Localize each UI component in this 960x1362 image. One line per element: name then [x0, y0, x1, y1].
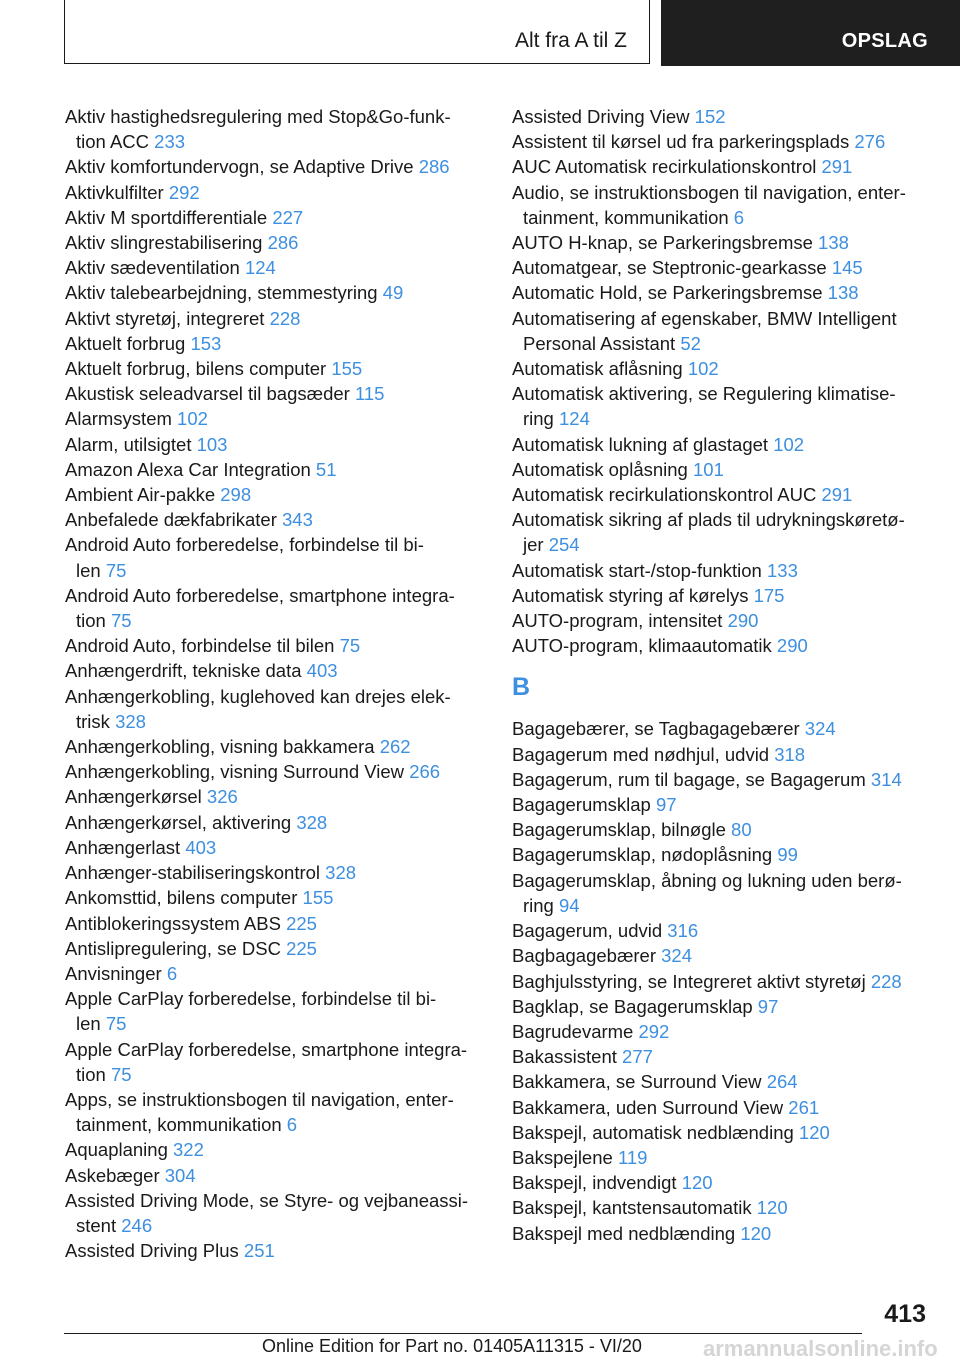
page-link[interactable]: 264 [766, 1071, 798, 1093]
entry-text: Akustisk seleadvarsel til bagsæder [65, 383, 355, 405]
entry-text: len [76, 1013, 106, 1035]
entry-text: Antislipregulering, se DSC [65, 937, 287, 959]
page-link[interactable]: 246 [121, 1214, 153, 1236]
page-link[interactable]: 115 [354, 383, 385, 405]
page-link[interactable]: 328 [115, 710, 146, 732]
index-entry [512, 306, 932, 356]
index-entry [65, 1188, 485, 1238]
entry-text: Anhængerdrift, tekniske data [65, 660, 307, 682]
page-link[interactable]: 152 [694, 106, 726, 127]
entry-text: jer [523, 534, 549, 556]
page-link[interactable]: 225 [286, 937, 317, 959]
entry-text: ring [523, 408, 559, 430]
entry-text: Aktiv komfortundervogn, se Adaptive Drive [65, 156, 419, 178]
page-link[interactable]: 101 [693, 458, 724, 480]
index-entry [512, 1095, 932, 1120]
page-link[interactable]: 51 [315, 458, 337, 480]
entry-text: Bagagerum, rum til bagage, se Bagagerum [512, 768, 871, 790]
entry-text: stent [76, 1214, 122, 1236]
entry-text: Android Auto forberedelse, smartphone integra- [65, 584, 455, 606]
index-entry [512, 1120, 932, 1145]
entry-text: Bagagerumsklap [512, 794, 656, 816]
page-link[interactable]: 292 [168, 181, 200, 203]
entry-text: Anhænger-stabiliseringskontrol [65, 862, 326, 884]
page-link[interactable]: 120 [681, 1172, 713, 1194]
entry-text: AUTO-program, klimaautomatik [512, 635, 777, 657]
page-link[interactable]: 277 [622, 1046, 653, 1068]
index-entry [512, 608, 932, 633]
index-entry [65, 583, 485, 633]
index-entry [512, 1195, 932, 1220]
index-entry [512, 1019, 932, 1044]
entry-text: Anhængerkobling, visning Surround View [65, 761, 410, 783]
page-link[interactable]: 225 [286, 912, 317, 934]
page-link[interactable]: 133 [767, 559, 798, 581]
entry-text: Automatisk styring af kørelys [512, 584, 754, 606]
index-entry [512, 943, 932, 968]
entry-text: Aktivt styretøj, integreret [65, 307, 270, 329]
index-entry [512, 969, 932, 994]
chapter-tab-label: OPSLAG [841, 30, 928, 52]
index-entry [65, 1238, 485, 1263]
index-entry [512, 432, 932, 457]
index-entry [512, 1069, 932, 1094]
watermark: armannualsonline.info [703, 1336, 938, 1361]
index-column-left [65, 104, 485, 1263]
index-entry [512, 767, 932, 792]
page-link[interactable]: 6 [286, 1114, 298, 1136]
entry-text: Anhængerkørsel [65, 786, 207, 808]
index-entry [512, 255, 932, 280]
page-link[interactable]: 120 [798, 1121, 830, 1143]
index-entry [65, 356, 485, 381]
page-link[interactable]: 266 [409, 761, 441, 783]
entry-text: Assisted Driving Plus [65, 1240, 244, 1262]
entry-text: Bakkamera, uden Surround View [512, 1096, 789, 1118]
index-list-b [512, 716, 932, 1245]
entry-text: Bagbagagebærer [512, 945, 662, 967]
index-entry [65, 835, 485, 860]
entry-text: Amazon Alexa Car Integration [65, 458, 316, 480]
page-link[interactable]: 6 [166, 962, 178, 984]
index-entry [65, 1037, 485, 1087]
page-link[interactable]: 120 [740, 1222, 772, 1244]
index-entry [512, 842, 932, 867]
entry-text: Apple CarPlay forberedelse, forbindelse til bi- [65, 988, 437, 1010]
page-link[interactable]: 286 [418, 156, 450, 178]
edition-text: Online Edition for Part no. 01405A11315 - VI/20 [262, 1336, 642, 1356]
entry-text: Assistent til kørsel ud fra parkeringsplads [512, 131, 855, 153]
page-link[interactable]: 155 [302, 887, 334, 909]
index-entry [512, 230, 932, 255]
index-entry [65, 180, 485, 205]
entry-text: Bagagerumsklap, bilnøgle [512, 819, 732, 841]
section-title: Alt fra A til Z [514, 29, 627, 52]
page-link[interactable]: 403 [306, 660, 338, 682]
page-link[interactable]: 102 [773, 433, 805, 455]
entry-text: Bakspejl, kantstensautomatik [512, 1197, 757, 1219]
entry-text: Bakkamera, se Surround View [512, 1071, 767, 1093]
entry-text: Aktiv hastighedsregulering med Stop&Go-funk- [65, 106, 451, 127]
page-link[interactable]: 290 [776, 635, 808, 657]
page-link[interactable]: 99 [777, 844, 798, 866]
index-entry [65, 432, 485, 457]
index-entry [65, 936, 485, 961]
entry-text: Assisted Driving Mode, se Styre- og vejbaneassi- [65, 1189, 469, 1211]
index-entry [512, 1170, 932, 1195]
index-entry [512, 792, 932, 817]
entry-text: Android Auto, forbindelse til bilen [65, 635, 340, 657]
page-link[interactable]: 328 [325, 862, 357, 884]
entry-text: Ambient Air-pakke [65, 484, 221, 506]
page-link[interactable]: 326 [206, 786, 238, 808]
page-link[interactable]: 75 [105, 1013, 127, 1035]
entry-text: Automatisk sikring af plads til udrykningskøretø- [512, 509, 905, 531]
footer-divider [64, 1333, 862, 1334]
entry-text: Bagagerumsklap, nødoplåsning [512, 844, 778, 866]
page-number: 413 [884, 1300, 926, 1328]
page-link[interactable]: 322 [173, 1139, 204, 1161]
index-entry [65, 255, 485, 280]
page-link[interactable]: 292 [638, 1020, 670, 1042]
page-link[interactable]: 97 [757, 995, 779, 1017]
index-entry [65, 482, 485, 507]
index-entry [512, 154, 932, 179]
entry-text: Aktuelt forbrug [65, 332, 191, 354]
entry-text: Android Auto forberedelse, forbindelse til bi- [65, 534, 424, 556]
entry-text: trisk [76, 710, 116, 732]
index-entry [65, 784, 485, 809]
entry-text: Automatisering af egenskaber, BMW Intelligent [512, 307, 897, 329]
index-entry [512, 1221, 932, 1246]
entry-text: Bagagerum med nødhjul, udvid [512, 743, 775, 765]
page-link[interactable]: 291 [821, 484, 853, 506]
entry-text: Aquaplaning [65, 1139, 174, 1161]
page-link[interactable]: 290 [727, 610, 759, 632]
index-entry [65, 230, 485, 255]
index-entry [65, 154, 485, 179]
page-link[interactable]: 153 [190, 332, 222, 354]
section-letter: B [512, 673, 531, 702]
page-header [0, 0, 960, 66]
page-link[interactable]: 227 [272, 206, 304, 228]
page-link[interactable]: 102 [687, 358, 719, 380]
entry-text: Aktiv slingrestabilisering [65, 232, 268, 254]
entry-text: Ankomsttid, bilens computer [65, 887, 303, 909]
entry-text: AUTO-program, intensitet [512, 610, 728, 632]
page-link[interactable]: 80 [731, 819, 752, 841]
entry-text: Anbefalede dækfabrikater [65, 509, 282, 531]
entry-text: Bagagerum, udvid [512, 920, 668, 942]
page-link[interactable]: 318 [774, 743, 806, 765]
page-link[interactable]: 175 [753, 584, 785, 606]
page-link[interactable]: 124 [244, 257, 276, 279]
index-entry [65, 961, 485, 986]
page-link[interactable]: 75 [110, 610, 132, 632]
page-link[interactable]: 276 [854, 131, 886, 153]
index-list-a [512, 104, 932, 658]
entry-text: Bagrudevarme [512, 1020, 639, 1042]
entry-text: tion [76, 610, 111, 632]
page-link[interactable]: 324 [804, 718, 836, 740]
entry-text: Bakspejlene [512, 1146, 618, 1168]
entry-text: Bagklap, se Bagagerumsklap [512, 995, 758, 1017]
index-entry [512, 457, 932, 482]
index-entry [512, 583, 932, 608]
index-entry [65, 759, 485, 784]
index-entry [512, 1044, 932, 1069]
index-entry [512, 280, 932, 305]
index-entry [65, 1163, 485, 1188]
page-link[interactable]: 6 [733, 206, 745, 228]
page-link[interactable]: 52 [680, 332, 701, 354]
index-entry [512, 180, 932, 230]
page-link[interactable]: 403 [185, 836, 217, 858]
page-link[interactable]: 49 [382, 282, 404, 304]
entry-text: Baghjulsstyring, se Integreret aktivt styretøj [512, 970, 871, 992]
page-link[interactable]: 103 [196, 433, 228, 455]
entry-text: Antiblokeringssystem ABS [65, 912, 287, 934]
entry-text: Bagagebærer, se Tagbagagebærer [512, 718, 805, 740]
entry-text: Automatic Hold, se Parkeringsbremse [512, 282, 828, 304]
entry-text: Anhængerkørsel, aktivering [65, 811, 297, 833]
page-link[interactable]: 254 [548, 534, 580, 556]
index-entry [65, 684, 485, 734]
entry-text: Automatisk aktivering, se Regulering klimatise- [512, 383, 896, 405]
index-entry [65, 810, 485, 835]
index-entry [512, 104, 932, 129]
index-entry [65, 633, 485, 658]
index-entry [65, 507, 485, 532]
entry-text: Alarm, utilsigtet [65, 433, 197, 455]
page-link[interactable]: 94 [559, 894, 580, 916]
index-entry [512, 994, 932, 1019]
page-link[interactable]: 314 [870, 768, 902, 790]
page-link[interactable]: 286 [267, 232, 299, 254]
entry-text: Assisted Driving View [512, 106, 695, 127]
index-entry [512, 742, 932, 767]
entry-text: Bagagerumsklap, åbning og lukning uden berø- [512, 869, 902, 891]
page-link[interactable]: 75 [110, 1063, 132, 1085]
entry-text: Alarmsystem [65, 408, 178, 430]
entry-text: ring [523, 894, 559, 916]
index-entry [65, 1087, 485, 1137]
page-link[interactable]: 324 [661, 945, 693, 967]
page-link[interactable]: 75 [339, 635, 361, 657]
page-link[interactable]: 145 [831, 257, 863, 279]
header-frame [64, 0, 650, 64]
index-entry [65, 331, 485, 356]
page-link[interactable]: 261 [788, 1096, 820, 1118]
index-entry [65, 457, 485, 482]
index-entry [65, 986, 485, 1036]
entry-text: Apps, se instruktionsbogen til navigation, enter- [65, 1088, 454, 1110]
entry-text: Apple CarPlay forberedelse, smartphone integra- [65, 1038, 468, 1060]
page-link[interactable]: 102 [177, 408, 208, 430]
chapter-tab [661, 0, 960, 66]
page-link[interactable]: 97 [655, 794, 677, 816]
index-entry [512, 817, 932, 842]
page-link[interactable]: 119 [617, 1146, 648, 1168]
index-entry [512, 716, 932, 741]
entry-text: Bakspejl med nedblænding [512, 1222, 741, 1244]
index-entry [65, 280, 485, 305]
index-entry [65, 381, 485, 406]
entry-text: Aktuelt forbrug, bilens computer [65, 358, 332, 380]
page-link[interactable]: 155 [331, 358, 363, 380]
page-link[interactable]: 138 [818, 232, 849, 254]
page-link[interactable]: 138 [827, 282, 859, 304]
page-link[interactable]: 298 [220, 484, 252, 506]
entry-text: Bakassistent [512, 1046, 623, 1068]
entry-text: Bakspejl, indvendigt [512, 1172, 682, 1194]
entry-text: AUTO H-knap, se Parkeringsbremse [512, 232, 819, 254]
index-entry [512, 356, 932, 381]
entry-text: tainment, kommunikation [76, 1114, 287, 1136]
page-link[interactable]: 316 [667, 920, 699, 942]
index-entry [512, 1145, 932, 1170]
entry-text: Anhængerkobling, kuglehoved kan drejes elek- [65, 685, 451, 707]
entry-text: Anhængerkobling, visning bakkamera [65, 736, 380, 758]
index-entry [512, 129, 932, 154]
entry-text: Askebæger [65, 1164, 165, 1186]
index-entry [65, 306, 485, 331]
page-link[interactable]: 233 [154, 131, 186, 153]
index-entry [512, 868, 932, 918]
page-link[interactable]: 75 [105, 559, 127, 581]
entry-text: Personal Assistant [523, 332, 681, 354]
entry-text: Automatisk start-/stop-funktion [512, 559, 767, 581]
index-entry [65, 658, 485, 683]
index-entry [512, 558, 932, 583]
entry-text: Automatisk aflåsning [512, 358, 688, 380]
index-entry [65, 911, 485, 936]
entry-text: Automatisk recirkulationskontrol AUC [512, 484, 822, 506]
entry-text: Aktiv sædeventilation [65, 257, 245, 279]
index-entry [65, 532, 485, 582]
entry-text: Aktiv talebearbejdning, stemmestyring [65, 282, 383, 304]
entry-text: Anvisninger [65, 962, 167, 984]
page-link[interactable]: 262 [379, 736, 411, 758]
index-entry [65, 205, 485, 230]
index-entry [65, 885, 485, 910]
entry-text: tion [76, 1063, 111, 1085]
page-link[interactable]: 124 [559, 408, 590, 430]
entry-text: Aktivkulfilter [65, 181, 169, 203]
index-entry [65, 406, 485, 431]
entry-text: Audio, se instruktionsbogen til navigation, enter- [512, 181, 906, 203]
page-link[interactable]: 228 [870, 970, 902, 992]
index-entry [512, 918, 932, 943]
entry-text: Anhængerlast [65, 836, 186, 858]
page-link[interactable]: 304 [164, 1164, 196, 1186]
entry-text: Bakspejl, automatisk nedblænding [512, 1121, 799, 1143]
index-entry [65, 734, 485, 759]
entry-text: tainment, kommunikation [523, 206, 734, 228]
page-link[interactable]: 228 [269, 307, 301, 329]
index-entry [512, 381, 932, 431]
index-entry [65, 860, 485, 885]
page-link[interactable]: 343 [282, 509, 313, 531]
entry-text: Automatisk oplåsning [512, 458, 693, 480]
page-link[interactable]: 251 [243, 1240, 275, 1262]
entry-text: len [76, 559, 106, 581]
entry-text: Automatisk lukning af glastaget [512, 433, 774, 455]
entry-text: Aktiv M sportdifferentiale [65, 206, 273, 228]
index-column-right [512, 104, 932, 1246]
index-entry [65, 1137, 485, 1162]
index-entry [512, 633, 932, 658]
entry-text: tion ACC [76, 131, 155, 153]
page-link[interactable]: 328 [296, 811, 328, 833]
page-link[interactable]: 291 [821, 156, 853, 178]
index-entry [512, 482, 932, 507]
entry-text: AUC Automatisk recirkulationskontrol [512, 156, 822, 178]
entry-text: Automatgear, se Steptronic-gearkasse [512, 257, 832, 279]
page-link[interactable]: 120 [756, 1197, 788, 1219]
index-entry [512, 507, 932, 557]
index-entry [65, 104, 485, 154]
